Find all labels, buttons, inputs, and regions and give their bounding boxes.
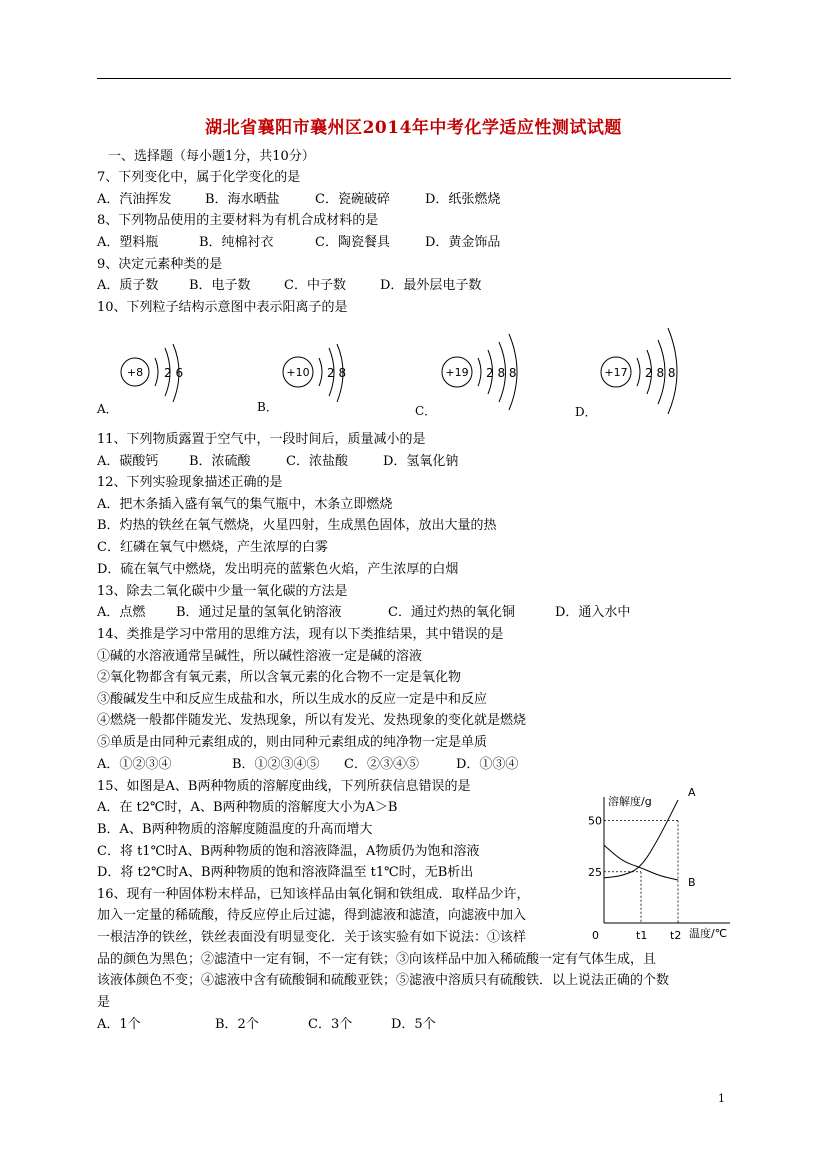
series-A-label: A — [688, 786, 696, 799]
q16-line-5: 该液体颜色不变；④滤液中含有硫酸铜和硫酸亚铁；⑤滤液中溶质只有硫酸铁．以上说法正确的个数 — [97, 973, 670, 988]
q13-option-c: C．通过灼热的氧化铜 — [388, 605, 515, 620]
atom-diagram-d — [596, 322, 726, 417]
q16-option-a: A．1个 — [97, 1017, 141, 1032]
chart-xtick-0: 0 — [592, 929, 599, 942]
page-number: 1 — [718, 1092, 725, 1105]
q15-option-d: D．将 t2℃时A、B两种物质的饱和溶液降温至 t1℃时，无B析出 — [97, 865, 474, 880]
q14-option-c: C．②③④⑤ — [344, 757, 419, 772]
q14-item-1: ①碱的水溶液通常呈碱性，所以碱性溶液一定是碱的溶液 — [97, 649, 423, 664]
q13-stem: 13、除去二氧化碳中少量一氧化碳的方法是 — [97, 584, 348, 599]
q9-stem: 9、决定元素种类的是 — [97, 257, 223, 272]
q9-option-d: D．最外层电子数 — [380, 278, 482, 293]
atom-diagram-c — [437, 328, 567, 418]
q13-options — [97, 603, 630, 623]
q11-option-d: D．氢氧化钠 — [383, 454, 459, 469]
q7-option-c: C．瓷碗破碎 — [315, 192, 390, 207]
q15-stem: 15、如图是A、B两种物质的溶解度曲线，下列所获信息错误的是 — [97, 779, 471, 794]
q13-option-a: A．点燃 — [97, 605, 146, 620]
q13-option-d: D．通入水中 — [555, 605, 631, 620]
q7-option-a: A．汽油挥发 — [97, 192, 172, 207]
q16-options — [97, 1015, 436, 1035]
atom-diagram-a — [115, 330, 235, 415]
atom-a-nucleus: +8 — [126, 366, 144, 379]
series-B-label: B — [688, 875, 696, 889]
q7-options — [97, 190, 500, 210]
q16-option-d: D．5个 — [391, 1017, 436, 1032]
q11-stem: 11、下列物质露置于空气中，一段时间后，质量减小的是 — [97, 432, 426, 447]
q16-option-b: B．2个 — [215, 1017, 259, 1032]
q16-option-c: C．3个 — [308, 1017, 353, 1032]
q14-stem: 14、类推是学习中常用的思维方法，现有以下类推结果，其中错误的是 — [97, 627, 504, 642]
q9-option-b: B．电子数 — [189, 278, 251, 293]
q8-option-b: B．纯棉衬衣 — [199, 235, 274, 250]
series-A-curve — [604, 800, 678, 878]
atom-c-electrons: 2 8 8 — [486, 366, 517, 380]
q10-label-d: D． — [575, 405, 597, 419]
q13-option-b: B．通过足量的氢氧化钠溶液 — [176, 605, 342, 620]
chart-xtick-1: t1 — [636, 929, 648, 942]
q16-line-3: 一根洁净的铁丝，铁丝表面没有明显变化．关于该实验有如下说法：①该样 — [97, 930, 527, 945]
q14-item-4: ④燃烧一般都伴随发光、发热现象，所以有发光、发热现象的变化就是燃烧 — [97, 713, 527, 728]
q11-option-b: B．浓硫酸 — [189, 454, 251, 469]
q7-option-d: D．纸张燃烧 — [425, 192, 501, 207]
q15-option-c: C．将 t1℃时A、B两种物质的饱和溶液降温，A物质仍为饱和溶液 — [97, 844, 480, 859]
q10-stem: 10、下列粒子结构示意图中表示阳离子的是 — [97, 300, 348, 315]
q10-label-a: A． — [97, 402, 118, 416]
q12-option-d: D．硫在氧气中燃烧，发出明亮的蓝紫色火焰，产生浓厚的白烟 — [97, 562, 459, 577]
q14-option-b: B．①②③④⑤ — [232, 757, 320, 772]
q11-option-a: A．碳酸钙 — [97, 454, 159, 469]
q8-option-d: D．黄金饰品 — [425, 235, 501, 250]
q16-line-6: 是 — [97, 995, 111, 1010]
q12-stem: 12、下列实验现象描述正确的是 — [97, 475, 283, 490]
q8-stem: 8、下列物品使用的主要材料为有机合成材料的是 — [97, 213, 379, 228]
series-B-curve — [604, 845, 678, 880]
q7-option-b: B．海水晒盐 — [205, 192, 280, 207]
q10-label-b: B． — [257, 400, 278, 414]
q16-line-1: 16、现有一种固体粉末样品，已知该样品由氧化铜和铁组成．取样品少许， — [97, 887, 530, 902]
q11-options — [97, 452, 458, 472]
q14-option-a: A．①②③④ — [97, 757, 172, 772]
q14-item-2: ②氧化物都含有氧元素，所以含氧元素的化合物不一定是氧化物 — [97, 670, 462, 685]
atom-d-nucleus: +17 — [604, 366, 628, 379]
atom-c-nucleus: +19 — [445, 366, 469, 379]
q9-options — [97, 276, 481, 296]
header-rule — [97, 78, 731, 79]
q16-line-2: 加入一定量的稀硫酸，待反应停止后过滤，得到滤液和滤渣，向滤液中加入 — [97, 908, 527, 923]
q9-option-a: A．质子数 — [97, 278, 159, 293]
section-heading: 一、选择题（每小题1分，共10分） — [108, 149, 315, 164]
atom-diagram-b — [278, 330, 398, 415]
q11-option-c: C．浓盐酸 — [286, 454, 348, 469]
q9-option-c: C．中子数 — [284, 278, 346, 293]
page-title: 湖北省襄阳市襄州区2014年中考化学适应性测试试题 — [205, 118, 622, 138]
q14-options — [97, 755, 518, 775]
q14-item-3: ③酸碱发生中和反应生成盐和水，所以生成水的反应一定是中和反应 — [97, 692, 488, 707]
q12-option-b: B．灼热的铁丝在氧气燃烧，火星四射，生成黑色固体，放出大量的热 — [97, 518, 497, 533]
q12-option-c: C．红磷在氧气中燃烧，产生浓厚的白雾 — [97, 540, 328, 555]
atom-b-nucleus: +10 — [286, 366, 310, 379]
chart-ylabel: 溶解度/g — [608, 795, 652, 808]
q8-option-a: A．塑料瓶 — [97, 235, 159, 250]
chart-ytick-50: 50 — [588, 814, 602, 828]
q15-option-b: B．A、B两种物质的溶解度随温度的升高而增大 — [97, 822, 373, 837]
q7-stem: 7、下列变化中，属于化学变化的是 — [97, 170, 301, 185]
solubility-chart — [588, 785, 737, 942]
atom-d-electrons: 2 8 8 — [645, 366, 676, 380]
q10-label-c: C． — [415, 404, 437, 418]
q12-option-a: A．把木条插入盛有氧气的集气瓶中，木条立即燃烧 — [97, 497, 393, 512]
q8-option-c: C．陶瓷餐具 — [315, 235, 390, 250]
chart-xlabel: 温度/℃ — [689, 927, 728, 940]
q15-option-a: A．在 t2℃时，A、B两种物质的溶解度大小为A＞B — [97, 800, 398, 815]
q8-options — [97, 233, 500, 253]
q14-option-d: D．①③④ — [456, 757, 519, 772]
atom-a-electrons: 2 6 — [164, 366, 184, 380]
q16-line-4: 品的颜色为黑色；②滤渣中一定有铜，不一定有铁；③向该样品中加入稀硫酸一定有气体生成，且 — [97, 952, 657, 967]
atom-b-electrons: 2 8 — [327, 366, 347, 380]
q14-item-5: ⑤单质是由同种元素组成的，则由同种元素组成的纯净物一定是单质 — [97, 735, 488, 750]
chart-ytick-25: 25 — [588, 865, 602, 879]
chart-xtick-2: t2 — [670, 929, 682, 942]
